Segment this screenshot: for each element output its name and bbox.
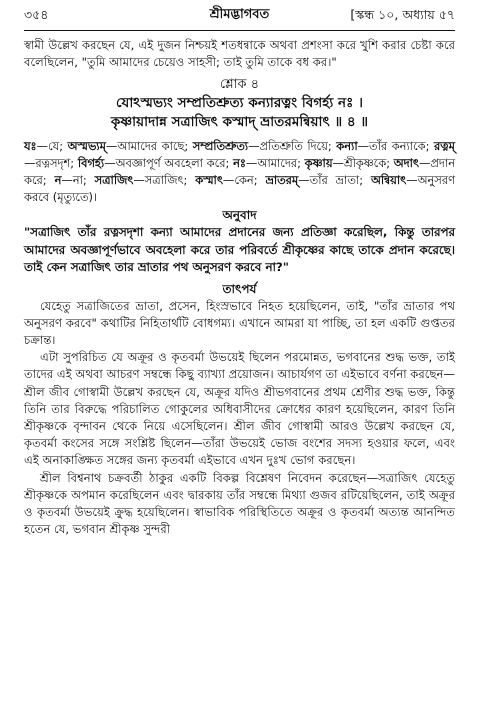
gloss-meaning: —শ্রীকৃষ্ণকে; xyxy=(332,156,394,171)
gloss-word: সত্রাজিৎ xyxy=(94,173,134,188)
gloss-word: ভ্রাতরম্ xyxy=(265,173,299,188)
gloss-word: ন xyxy=(54,173,62,188)
gloss-word: অন্বিয়াৎ xyxy=(370,173,407,188)
gloss-word: নঃ xyxy=(233,156,246,171)
gloss-word: অদাৎ xyxy=(393,156,420,171)
gloss-word: কন্যা xyxy=(336,139,358,154)
gloss-meaning: —প্রদান করে; xyxy=(24,156,456,188)
gloss-meaning: —কেন; xyxy=(222,173,266,188)
running-header xyxy=(24,3,455,27)
gloss-meaning: —প্রতিশ্রুতি দিয়ে; xyxy=(248,139,337,154)
gloss-meaning: —রত্নসদৃশ; xyxy=(24,156,78,171)
verse-line-2: কৃষ্ণায়াদান্ন সত্রাজিৎ কস্মাদ্ ভ্রাতরমন্বিয়াৎ ॥ ৪ ॥ xyxy=(110,114,369,131)
purport-paragraph-1: যেহেতু সত্রাজিতের ভ্রাতা, প্রসেন, হিংস্রভাবে নিহত হয়েছিলেন, তাই, "তাঁর ভ্রাতার পথ অনুসরণ করবে" কথাটির নিহিতার্থটি বোধগম্য। এখানে আমরা যা পাচ্ছি, তা হল একটি গুপ্ততর চক্রান্ত। xyxy=(24,298,455,348)
gloss-word: সম্প্রতিশ্রুত্য xyxy=(192,139,249,154)
page-body xyxy=(24,37,455,538)
verse-label: শ্লোক ৪ xyxy=(219,77,260,93)
gloss-meaning: —তাঁর কন্যাকে; xyxy=(357,139,435,154)
page-number: ৩৫৪ xyxy=(24,7,49,22)
word-for-word-gloss xyxy=(24,138,455,206)
gloss-meaning: —অনুসরণ করবে (মৃত্যুতে)। xyxy=(24,173,455,205)
gloss-meaning: —যে; xyxy=(36,139,68,154)
purport-paragraph-2: এটা সুপরিচিত যে অক্রূর ও কৃতবর্মা উভয়েই ছিলেন পরমোন্নত, ভগবানের শুদ্ধ ভক্ত, তাই তাদের এই অথবা আচরণ সম্বন্ধে কিছু ব্যাখ্যা প্রয়োজন। আচার্যগণ তা এইভাবে বর্ণনা করছেন—শ্রীল জীব গোস্বামী উল্লেখ করছেন যে, অক্রূর যদিও শ্রীভগবানের প্রথম শ্রেণীর শুদ্ধ ভক্ত, কিন্তু তিনি তার বিরুদ্ধে পরিচালিত গোকুলের অধিবাসীদের ক্রোধের কারণ হয়েছিলেন, কারণ তিনি শ্রীকৃষ্ণকে বৃন্দাবন থেকে নিয়ে এসেছিলেন। শ্রীল জীব গোস্বামী আরও উল্লেখ করছেন যে, কৃতবর্মা কংসের সঙ্গে সংশ্লিষ্ট ছিলেন—তাঁরা উভয়েই ভোজ বংশের সদস্য হওয়ার ফলে, এবং এই অনাকাঙ্ক্ষিত সঙ্গের জন্য কৃতবর্মা এইভাবে এখন দুঃখ ভোগ করছেন। xyxy=(24,350,455,468)
section-reference: [স্কন্ধ ১০, অধ্যায় ৫৭ xyxy=(350,7,455,22)
book-page xyxy=(0,3,477,716)
gloss-word: বিগর্হ্য xyxy=(77,156,105,171)
gloss-word: কৃষ্ণায় xyxy=(304,156,333,171)
gloss-word: অস্মভ্যম্ xyxy=(67,139,106,154)
gloss-meaning: —অবজ্ঞাপূর্ণ অবহেলা করে; xyxy=(104,156,234,171)
gloss-meaning: —সত্রাজিৎ; xyxy=(133,173,196,188)
gloss-word: যঃ xyxy=(24,139,37,154)
translation-heading: অনুবাদ xyxy=(222,208,257,223)
purport-heading: তাৎপর্য xyxy=(222,281,257,296)
gloss-meaning: —তাঁর ভ্রাতা; xyxy=(298,173,371,188)
gloss-meaning: —আমাদের; xyxy=(245,156,305,171)
intro-paragraph: স্বামী উল্লেখ করছেন যে, এই দুজন নিশ্চয়ই শতধন্বাকে অথবা প্রশংসা করে খুশি করার চেষ্টা করে বলেছিলেন, "তুমি আমাদের চেয়েও সাহসী; তাই তুমি তাকে বধ কর।" xyxy=(24,38,455,70)
purport-paragraph-3: শ্রীল বিশ্বনাথ চক্রবর্তী ঠাকুর একটি বিকল্প বিশ্লেষণ নিবেদন করেছেন—সত্রাজিৎ যেহেতু শ্রীকৃষ্ণকে অপমান করেছিলেন এবং দ্বারকায় তাঁর সম্বন্ধে মিথ্যা গুজব রটিয়েছিলেন, তাই অক্রূর ও কৃতবর্মা উভয়েই ক্রুদ্ধ হয়েছিলেন। স্বাভাবিক পরিস্থিতিতে অক্রূর ও কৃতবর্মা অত্যন্ত আনন্দিত হতেন যে, ভগবান শ্রীকৃষ্ণ সুন্দরী xyxy=(24,470,455,537)
book-title: শ্রীমদ্ভাগবত xyxy=(209,7,270,22)
header-rule xyxy=(24,30,455,31)
verse-line-1: যোঽস্মভ্যং সম্প্রতিশ্রুত্য কন্যারত্নং বিগর্হ্য নঃ । xyxy=(115,95,363,112)
gloss-word: রত্নম্ xyxy=(434,139,455,154)
gloss-word: কস্মাৎ xyxy=(195,173,223,188)
gloss-meaning: —না; xyxy=(61,173,95,188)
gloss-meaning: —আমাদের কাছে; xyxy=(105,139,193,154)
translation-text: "সত্রাজিৎ তাঁর রত্নসদৃশা কন্যা আমাদের প্রদানের জন্য প্রতিজ্ঞা করেছিল, কিন্তু তারপর আমাদের অবজ্ঞাপূর্ণভাবে অবহেলা করে তার পরিবর্তে শ্রীকৃষ্ণের কাছে তাকে প্রদান করেছে। তাই কেন সত্রাজিৎ তার ভ্রাতার পথ অনুসরণ করবে না?" xyxy=(24,225,455,275)
